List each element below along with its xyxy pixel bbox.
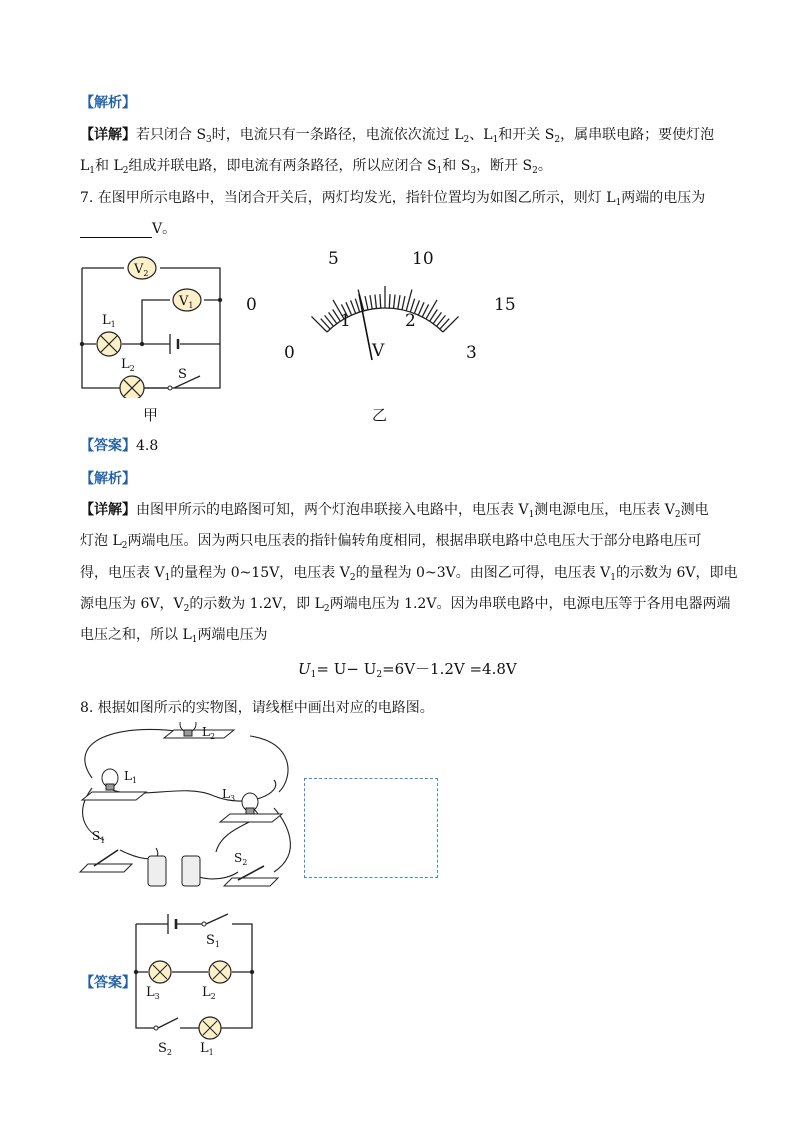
sub: 2: [349, 573, 356, 583]
q7-detail-line4: [80, 593, 730, 620]
eq-symbol: U: [298, 660, 311, 678]
dial-tick: [426, 300, 437, 319]
q8-stem: 8. 根据如图所示的实物图，请线框中画出对应的电路图。: [80, 700, 434, 716]
circuit-diagram-jia: [74, 248, 234, 398]
sub: 2: [122, 166, 129, 176]
dial-tick: [443, 316, 459, 332]
drawing-box[interactable]: [304, 778, 438, 878]
analysis-tag-2: 【解析】: [80, 471, 136, 487]
text: 的示数为 6V，即电: [616, 565, 738, 581]
text: 灯泡 L: [80, 533, 122, 549]
dial-unit: V: [372, 341, 385, 361]
answer-tag: 【答案】: [80, 438, 136, 454]
phys-label-s1: $S_1$: [92, 829, 106, 845]
sub: 2: [121, 541, 128, 551]
sub: 2: [554, 135, 561, 145]
physical-circuit-picture: [74, 722, 296, 892]
text: 、L: [469, 127, 493, 143]
lamp-l2: [120, 376, 144, 398]
q7-detail-line3: [80, 562, 737, 589]
dial-upper-15: 15: [494, 295, 516, 315]
dial-lower-0: 0: [284, 343, 295, 363]
text: 的量程为 0~15V，电压表 V: [170, 565, 350, 581]
q7-blank-line: [80, 218, 176, 238]
text: V。: [152, 221, 177, 237]
l1-label: $L_1$: [102, 313, 116, 329]
switch-label: S: [178, 367, 187, 382]
dial-tick: [351, 300, 356, 313]
battery-1: [148, 856, 166, 886]
sub: 1: [492, 135, 499, 145]
dial-upper-5: 5: [328, 249, 339, 269]
phys-label-l2: $L_2$: [202, 725, 216, 741]
text: ，断开 S: [476, 158, 533, 174]
text: 组成并联电路，即电流有两条路径，所以应闭合 S: [128, 158, 437, 174]
phys-label-s2: $S_2$: [234, 851, 248, 867]
board-l1: [82, 792, 146, 800]
phys-label-l1: $L_1$: [124, 769, 138, 785]
analysis-tag-1: 【解析】: [80, 95, 136, 111]
text: 两端电压为: [197, 627, 268, 643]
dial-lower-3: 3: [466, 343, 477, 363]
text: 和 S: [442, 158, 471, 174]
text: 测电: [680, 502, 709, 518]
text: 电压之和，所以 L: [80, 627, 192, 643]
detail-paragraph-1-line2: [80, 155, 552, 182]
battery-2: [182, 856, 200, 886]
q7-detail-line1: [80, 499, 709, 526]
text: 的量程为 0~3V。由图乙可得，电压表 V: [355, 565, 611, 581]
answer-blank: [80, 223, 152, 238]
sub: 2: [463, 135, 470, 145]
dial-tick: [402, 296, 405, 310]
ans-label-l2: $L_2$: [202, 985, 216, 1001]
text: =6V－1.2V =4.8V: [382, 660, 517, 678]
dial-upper-10: 10: [412, 249, 434, 269]
q7-detail-line5: [80, 624, 267, 651]
ans-label-s2: $S_2$: [158, 1041, 172, 1056]
text: 和开关 S: [498, 127, 555, 143]
sub: 1: [310, 670, 317, 680]
sub: 1: [528, 510, 535, 520]
sub: 2: [183, 604, 190, 614]
text: 由图甲所示的电路图可知，两个灯泡串联接入电路中，电压表 V: [136, 502, 529, 518]
text: 时，电流只有一条路径，电流依次流过 L: [211, 127, 464, 143]
text: 的示数为 1.2V，即 L: [189, 596, 324, 612]
detail-paragraph-1: [80, 124, 714, 151]
dial-tick: [375, 295, 376, 309]
text: 源电压为 6V，V: [80, 596, 184, 612]
dial-needle: [359, 294, 372, 360]
sub: 1: [610, 573, 617, 583]
q7-detail-line2: [80, 530, 701, 557]
text: 测电源电压，电压表 V: [534, 502, 675, 518]
detail-tag-2: 【详解】: [80, 502, 136, 518]
sub: 2: [323, 604, 330, 614]
q7-answer: [80, 435, 158, 457]
dial-tick: [311, 316, 327, 332]
q7-stem: [80, 187, 705, 214]
q8-answer-tag: 【答案】: [80, 975, 136, 991]
text: 两端的电压为: [621, 190, 706, 206]
dial-tick: [389, 294, 390, 308]
q7-equation: [298, 658, 517, 686]
sub: 1: [191, 635, 198, 645]
phys-label-l3: $L_3$: [222, 787, 236, 803]
dial-upper-0: 0: [246, 295, 257, 315]
dial-tick: [418, 302, 424, 315]
sub: 1: [89, 166, 96, 176]
dial-lower-1: 1: [340, 311, 351, 331]
text: L: [80, 158, 90, 174]
dial-tick: [398, 295, 400, 309]
text: 。: [537, 158, 552, 174]
answer-value: 4.8: [136, 438, 159, 454]
sub: 3: [206, 135, 212, 145]
detail-tag-1: 【详解】: [80, 127, 136, 143]
sub: 3: [470, 166, 477, 176]
dial-tick: [365, 296, 368, 310]
text: ，属串联电路；要使灯泡: [560, 127, 715, 143]
text: 7. 在图甲所示电路中，当闭合开关后，两灯均发光，指针位置均为如图乙所示，则灯 L: [80, 190, 616, 206]
dial-tick: [355, 299, 359, 312]
sub: 1: [436, 166, 443, 176]
sub: 2: [376, 670, 383, 680]
sub: 2: [674, 510, 681, 520]
sub: 1: [164, 573, 171, 583]
fig-caption-jia: 甲: [143, 406, 159, 424]
board-l2: [164, 730, 234, 738]
text: 若只闭合 S: [136, 127, 207, 143]
text: 得，电压表 V: [80, 565, 165, 581]
dial-tick: [380, 294, 381, 308]
dial-tick: [370, 295, 372, 309]
text: = U− U: [316, 660, 377, 678]
board-l3: [220, 814, 282, 822]
switch-s2: [224, 878, 278, 886]
sub: 2: [532, 166, 538, 176]
text: 两端电压。因为两只电压表的指针偏转角度相同，根据串联电路中总电压大于部分电路电压可: [127, 533, 702, 549]
fig-caption-yi: 乙: [372, 406, 388, 424]
text: 和 L: [95, 158, 123, 174]
dial-lower-2: 2: [405, 311, 416, 331]
text: 两端电压为 1.2V。因为串联电路中，电源电压等于各用电器两端: [329, 596, 731, 612]
ans-label-s1: $S_1$: [206, 933, 220, 949]
answer-circuit: [128, 908, 260, 1056]
ans-label-l3: $L_3$: [146, 985, 160, 1001]
ans-label-l1: $L_1$: [200, 1041, 214, 1056]
switch-s1: [80, 864, 132, 872]
v2-label: $V_2$: [134, 262, 149, 278]
v1-label: $V_1$: [179, 294, 194, 310]
dial-tick: [406, 290, 412, 311]
l2-label: $L_2$: [121, 357, 135, 373]
dial-tick: [394, 295, 395, 309]
sub: 1: [615, 198, 622, 208]
voltmeter-dial-yi: [240, 240, 530, 410]
